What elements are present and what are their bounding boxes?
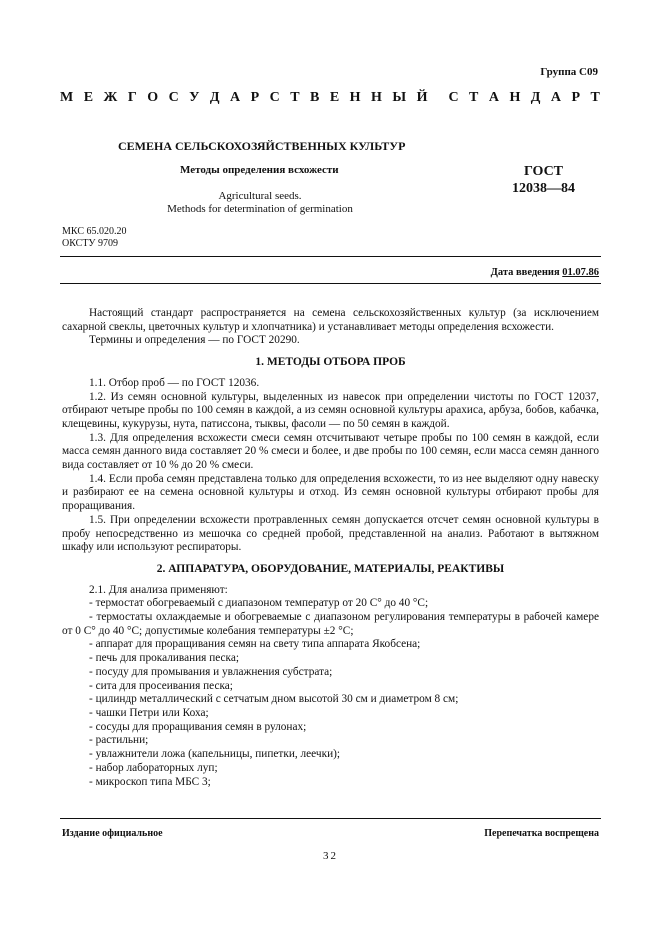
divider-date	[60, 283, 601, 284]
english-title-line-2: Methods for determination of germination	[167, 203, 353, 215]
banner-letter: А	[488, 90, 499, 105]
standard-banner	[60, 90, 600, 106]
footer	[62, 828, 599, 839]
paragraph: 1.2. Из семян основной культуры, выделенных из навесок при определении чистоты по ГОСТ 12037, отбирают четыре пробы по 100 семян в каждой, а из семян основной культуры арахиса, арбуза, бобов, кабачка, клещевины, кукурузы, нута, патиссона, тыквы, фасоли — по 50 семян в каждой.	[62, 390, 599, 430]
banner-letter: Д	[530, 90, 541, 105]
list-item: - увлажнители ложа (капельницы, пипетки, леечки);	[89, 748, 341, 761]
divider-bottom	[60, 818, 601, 819]
footer-reprint-prohibited: Перепечатка воспрещена	[484, 828, 599, 839]
document-title: СЕМЕНА СЕЛЬСКОХОЗЯЙСТВЕННЫХ КУЛЬТУР	[118, 139, 406, 153]
banner-letter: С	[269, 90, 280, 105]
list-item: - набор лабораторных луп;	[89, 761, 218, 774]
paragraph: Настоящий стандарт распространяется на семена сельскохозяйственных культур (за исключением сахарной свеклы, цветочных культур и хлопчатника) и устанавливает методы определения всхожести.	[62, 307, 599, 333]
paragraph: 2.1. Для анализа применяют:	[89, 583, 228, 596]
list-item: - посуду для промывания и увлажнения субстрата;	[89, 665, 333, 678]
banner-letter: Р	[250, 90, 260, 105]
banner-letter: Р	[571, 90, 581, 105]
banner-letter: У	[189, 90, 200, 105]
banner-letter: В	[310, 90, 320, 105]
banner-letter: Н	[349, 90, 361, 105]
gost-code: 12038—84	[512, 181, 575, 196]
list-item: - сосуды для проращивания семян в рулонах;	[89, 720, 307, 733]
mks-code: МКС 65.020.20	[62, 226, 127, 237]
document-subtitle: Методы определения всхожести	[180, 164, 339, 176]
banner-letter: С	[168, 90, 179, 105]
banner-letter: Т	[469, 90, 479, 105]
banner-letter: Т	[590, 90, 600, 105]
banner-letter: М	[60, 90, 74, 105]
list-item: - чашки Петри или Коха;	[89, 706, 209, 719]
banner-letter: Н	[371, 90, 382, 105]
gost-label: ГОСТ	[523, 164, 564, 179]
banner-letter: Н	[509, 90, 521, 105]
english-title	[160, 190, 360, 216]
list-item: - микроскоп типа МБС 3;	[89, 775, 211, 788]
page-number: 32	[323, 850, 338, 862]
list-item: - аппарат для проращивания семян на свету типа аппарата Якобсена;	[89, 638, 421, 651]
banner-letter: Г	[127, 90, 137, 105]
paragraph: 1.1. Отбор проб — по ГОСТ 12036.	[89, 376, 260, 389]
list-item: - цилиндр металлический с сетчатым дном высотой 30 см и диаметром 8 см;	[89, 693, 459, 706]
banner-letter: Е	[329, 90, 340, 105]
paragraph: 1.4. Если проба семян представлена только для определения всхожести, то из нее выделяют одну навеску и разбирают ее на семена основной культуры и отход. Из семян основной культуры отбирают пробы для проращивания.	[62, 472, 599, 513]
paragraph: 1.5. При определении всхожести протравленных семян допускается отсчет семян основной культуры в пробу непосредственно из мешочка со средней пробой, представленной на анализ. Работают в вытяжном шкафу или используют респираторы.	[62, 513, 599, 554]
list-item: - печь для прокаливания песка;	[89, 652, 240, 665]
paragraph: 1.3. Для определения всхожести смеси семян отсчитывают четыре пробы по 100 семян в каждой, если масса семян данного вида составляет 20 % смеси и более, и две пробы по 100 семян, если масса семян данного вида составляет от 10 % до 20 % смеси.	[62, 431, 599, 472]
banner-letter: Е	[83, 90, 94, 105]
footer-official-edition: Издание официальное	[62, 828, 163, 839]
group-code: Группа С09	[540, 66, 598, 78]
banner-letter: Д	[209, 90, 220, 105]
gost-number	[512, 163, 575, 197]
banner-letter: Ж	[103, 90, 118, 105]
classification-codes	[62, 226, 126, 250]
banner-letter: С	[448, 90, 459, 105]
oksty-code: ОКСТУ 9709	[62, 238, 119, 249]
section-heading: 2. АППАРАТУРА, ОБОРУДОВАНИЕ, МАТЕРИАЛЫ, РЕАКТИВЫ	[156, 562, 505, 575]
introduction-date	[491, 267, 599, 278]
banner-letter: О	[147, 90, 159, 105]
divider-top	[60, 256, 601, 257]
paragraph: - термостаты охлаждаемые и обогреваемые с диапазоном регулирования температуры в рабочей камере от 0 С° до 40 °С; допустимые колебания температуры ±2 °С;	[62, 611, 599, 637]
list-item: - сита для просеивания песка;	[89, 679, 233, 692]
section-heading: 1. МЕТОДЫ ОТБОРА ПРОБ	[255, 356, 406, 369]
banner-letter: А	[230, 90, 241, 105]
introduction-date-value: 01.07.86	[562, 267, 599, 278]
banner-letter: А	[550, 90, 562, 105]
banner-letter: Ы	[392, 90, 407, 105]
english-title-line-1: Agricultural seeds.	[218, 190, 302, 202]
document-body	[62, 307, 599, 789]
paragraph: Термины и определения — по ГОСТ 20290.	[89, 334, 300, 347]
list-item: - растильни;	[89, 734, 149, 747]
list-item: - термостат обогреваемый с диапазоном температур от 20 С° до 40 °С;	[89, 597, 429, 610]
banner-letter: Т	[290, 90, 300, 105]
introduction-date-label: Дата введения	[490, 267, 563, 278]
banner-letter: Й	[416, 90, 428, 105]
